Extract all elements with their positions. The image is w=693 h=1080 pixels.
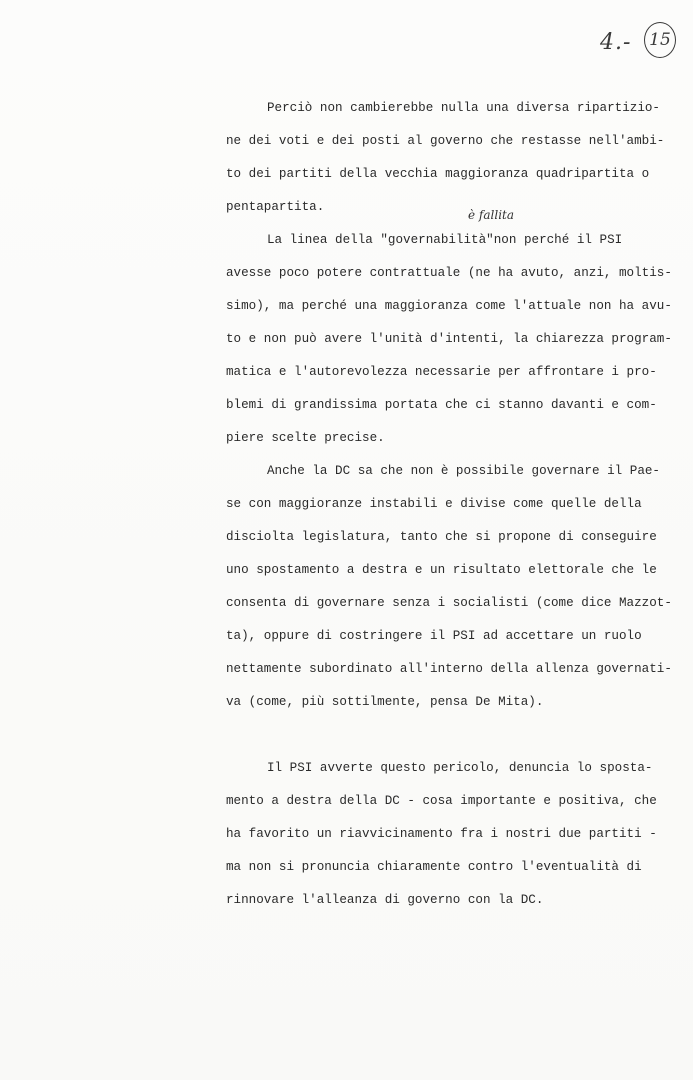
page-number bbox=[596, 22, 686, 62]
text-line: rinnovare l'alleanza di governo con la DC. bbox=[226, 893, 544, 907]
text-line: Il PSI avverte questo pericolo, denuncia lo sposta- bbox=[267, 761, 653, 775]
text-line: to dei partiti della vecchia maggioranza quadripartita o bbox=[226, 167, 650, 181]
paragraph-4 bbox=[226, 752, 657, 917]
text-line: blemi di grandissima portata che ci stanno davanti e com- bbox=[226, 398, 657, 412]
text-line: ne dei voti e dei posti al governo che restasse nell'ambi- bbox=[226, 134, 665, 148]
text-line: ma non si pronuncia chiaramente contro l'eventualità di bbox=[226, 860, 642, 874]
text-line: ha favorito un riavvicinamento fra i nostri due partiti - bbox=[226, 827, 657, 841]
paragraph-2 bbox=[226, 224, 672, 455]
paragraph-3 bbox=[226, 455, 672, 719]
circled-page-number: 15 bbox=[644, 22, 676, 58]
handwritten-insert: è fallita bbox=[468, 208, 515, 222]
paragraph-gap bbox=[226, 719, 646, 752]
text-line: va (come, più sottilmente, pensa De Mita). bbox=[226, 695, 544, 709]
text-line: consenta di governare senza i socialisti (come dice Mazzot- bbox=[226, 596, 672, 610]
text-line: matica e l'autorevolezza necessarie per affrontare i pro- bbox=[226, 365, 657, 379]
text-line: mento a destra della DC - cosa importante e positiva, che bbox=[226, 794, 657, 808]
page-number-text: 4.- bbox=[600, 30, 632, 55]
body-text bbox=[226, 92, 672, 917]
text-line: La linea della "governabilità"non perché il PSI bbox=[267, 233, 623, 247]
text-line: pentapartita. bbox=[226, 200, 325, 214]
text-line: se con maggioranze instabili e divise come quelle della bbox=[226, 497, 642, 511]
text-line: Anche la DC sa che non è possibile governare il Pae- bbox=[267, 464, 660, 478]
text-line: Perciò non cambierebbe nulla una diversa ripartizio- bbox=[267, 101, 660, 115]
text-line: ta), oppure di costringere il PSI ad accettare un ruolo bbox=[226, 629, 642, 643]
text-line: uno spostamento a destra e un risultato elettorale che le bbox=[226, 563, 657, 577]
paragraph-1 bbox=[226, 92, 665, 224]
text-line: disciolta legislatura, tanto che si propone di conseguire bbox=[226, 530, 657, 544]
text-line: avesse poco potere contrattuale (ne ha avuto, anzi, moltis- bbox=[226, 266, 672, 280]
text-line: nettamente subordinato all'interno della allenza governati- bbox=[226, 662, 672, 676]
text-line: simo), ma perché una maggioranza come l'attuale non ha avu- bbox=[226, 299, 672, 313]
text-line: to e non può avere l'unità d'intenti, la chiarezza program- bbox=[226, 332, 672, 346]
text-line: piere scelte precise. bbox=[226, 431, 385, 445]
